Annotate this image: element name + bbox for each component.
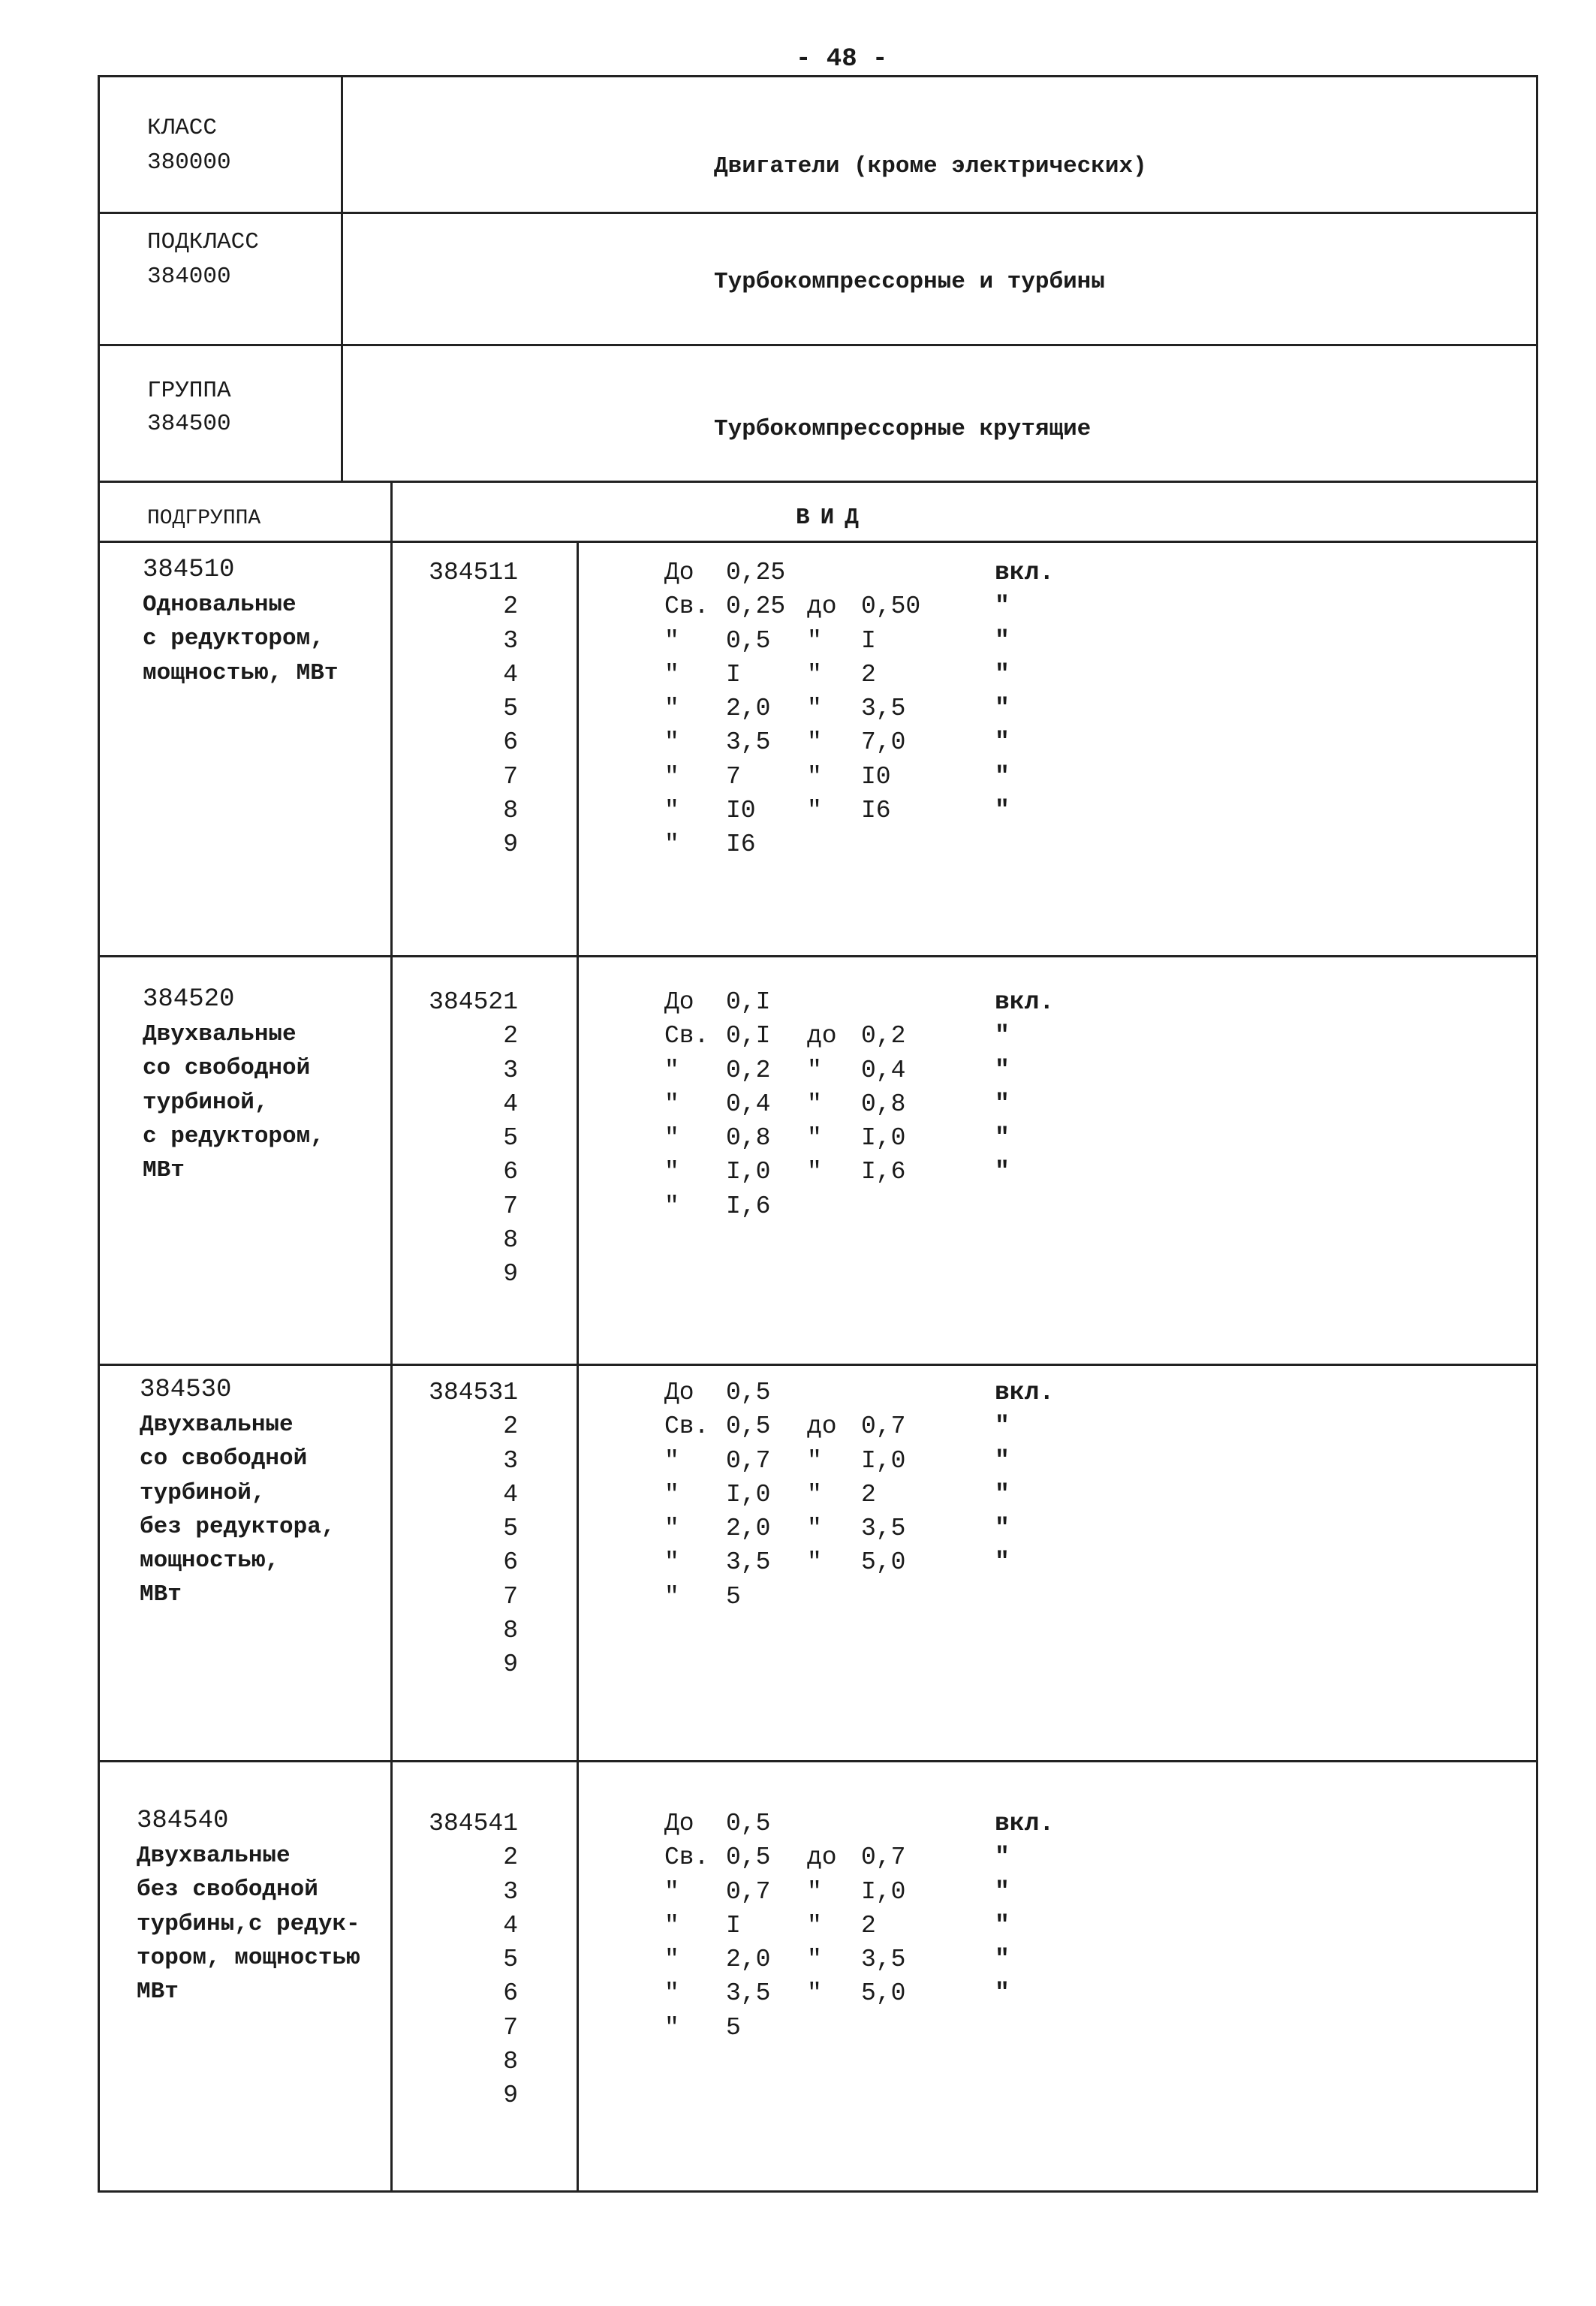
kind-code: 384541 bbox=[429, 1810, 518, 1837]
range-to: 2 bbox=[861, 660, 876, 689]
range-inclusive: " bbox=[995, 1877, 1010, 1906]
kind-code-list bbox=[405, 1376, 518, 1682]
kind-code: 3 bbox=[503, 1056, 518, 1084]
range-to-word: " bbox=[807, 695, 822, 723]
range-prefix: " bbox=[664, 762, 679, 791]
range-prefix: Св. bbox=[664, 1843, 709, 1872]
range-to: 3,5 bbox=[861, 1946, 906, 1974]
range-prefix: Св. bbox=[664, 1412, 709, 1441]
range-inclusive: " bbox=[995, 1548, 1010, 1577]
range-to: 0,50 bbox=[861, 592, 921, 621]
kind-code: 3 bbox=[503, 1877, 518, 1906]
range-inclusive: " bbox=[995, 626, 1010, 655]
table-header-bottom-border bbox=[98, 541, 1538, 543]
podklass-title: Турбокомпрессорные и турбины bbox=[714, 269, 1105, 295]
row-2-bottom-border bbox=[98, 1364, 1538, 1366]
range-to-word: " bbox=[807, 660, 822, 689]
range-to: 0,7 bbox=[861, 1843, 906, 1872]
subgroup-description: Двухвальные без свободной турбины,с редук- тором, мощностью МВт bbox=[137, 1843, 360, 2006]
kind-code-list bbox=[405, 556, 518, 862]
subgroup-description: Одновальные с редуктором, мощностью, МВт bbox=[143, 592, 339, 686]
table-bottom-border bbox=[98, 2190, 1538, 2193]
kind-code: 8 bbox=[503, 1226, 518, 1255]
gruppa-label: ГРУППА bbox=[147, 378, 231, 404]
kind-code: 9 bbox=[503, 2081, 518, 2110]
range-from: 2,0 bbox=[726, 1515, 771, 1543]
range-from: 0,25 bbox=[726, 592, 786, 621]
klass-bottom-border bbox=[98, 212, 1538, 214]
kind-code: 6 bbox=[503, 1548, 518, 1577]
kind-code-list bbox=[405, 985, 518, 1292]
kind-code: 6 bbox=[503, 1158, 518, 1186]
range-to-word: " bbox=[807, 626, 822, 655]
range-prefix: До bbox=[664, 559, 694, 586]
range-from: 0,7 bbox=[726, 1877, 771, 1906]
range-from: I bbox=[726, 660, 741, 689]
range-prefix: " bbox=[664, 660, 679, 689]
range-prefix: " bbox=[664, 626, 679, 655]
range-from: 3,5 bbox=[726, 1979, 771, 2008]
kind-code: 2 bbox=[503, 1412, 518, 1441]
kind-code: 384521 bbox=[429, 988, 518, 1016]
range-to-word: " bbox=[807, 1515, 822, 1543]
range-to: 2 bbox=[861, 1480, 876, 1509]
kind-code: 3 bbox=[503, 1446, 518, 1475]
range-prefix: " bbox=[664, 1056, 679, 1084]
range-prefix: " bbox=[664, 1911, 679, 1940]
range-to: 0,8 bbox=[861, 1090, 906, 1118]
subgroup-description: Двухвальные со свободной турбиной, без редуктора, мощностью, МВт bbox=[140, 1412, 336, 1608]
range-inclusive: вкл. bbox=[995, 559, 1055, 586]
range-to-word: " bbox=[807, 1158, 822, 1186]
range-prefix: До bbox=[664, 988, 694, 1016]
subgroup-column-divider bbox=[390, 481, 393, 2193]
range-to: I bbox=[861, 626, 876, 655]
range-to: I0 bbox=[861, 762, 891, 791]
range-prefix: " bbox=[664, 1582, 679, 1611]
subgroup-column-header: ПОДГРУППА bbox=[147, 507, 261, 530]
range-inclusive: вкл. bbox=[995, 1379, 1055, 1406]
kind-code-list bbox=[405, 1807, 518, 2113]
range-prefix: " bbox=[664, 2013, 679, 2042]
range-to: 7,0 bbox=[861, 728, 906, 757]
kind-code: 6 bbox=[503, 728, 518, 757]
range-to-word: " bbox=[807, 1446, 822, 1475]
range-inclusive: " bbox=[995, 728, 1010, 757]
range-to-word: " bbox=[807, 1877, 822, 1906]
kind-code: 7 bbox=[503, 1192, 518, 1220]
subgroup-code: 384510 bbox=[143, 556, 235, 584]
kind-code: 4 bbox=[503, 660, 518, 689]
kind-code: 9 bbox=[503, 830, 518, 859]
range-to-word: " bbox=[807, 1548, 822, 1577]
row-3-bottom-border bbox=[98, 1760, 1538, 1762]
range-from: I0 bbox=[726, 797, 756, 825]
range-inclusive: " bbox=[995, 797, 1010, 825]
range-from: 5 bbox=[726, 1582, 741, 1611]
range-prefix: Св. bbox=[664, 592, 709, 621]
kind-code: 384531 bbox=[429, 1379, 518, 1406]
range-inclusive: вкл. bbox=[995, 1810, 1055, 1837]
range-inclusive: " bbox=[995, 762, 1010, 791]
range-inclusive: " bbox=[995, 1946, 1010, 1974]
range-from: 0,4 bbox=[726, 1090, 771, 1118]
range-to: 0,7 bbox=[861, 1412, 906, 1441]
range-inclusive: " bbox=[995, 1480, 1010, 1509]
range-from: I,0 bbox=[726, 1480, 771, 1509]
range-to-word: " bbox=[807, 1480, 822, 1509]
range-to: I,6 bbox=[861, 1158, 906, 1186]
kind-code: 7 bbox=[503, 2013, 518, 2042]
range-prefix: " bbox=[664, 1946, 679, 1974]
kind-code: 2 bbox=[503, 1843, 518, 1872]
range-from: 0,2 bbox=[726, 1056, 771, 1084]
range-from: 0,5 bbox=[726, 626, 771, 655]
range-to: 5,0 bbox=[861, 1548, 906, 1577]
kind-code: 2 bbox=[503, 592, 518, 621]
range-to: I,0 bbox=[861, 1877, 906, 1906]
range-to-word: до bbox=[807, 1843, 837, 1872]
range-from: 3,5 bbox=[726, 1548, 771, 1577]
range-inclusive: " bbox=[995, 1158, 1010, 1186]
range-inclusive: " bbox=[995, 1979, 1010, 2008]
range-inclusive: " bbox=[995, 1843, 1010, 1872]
range-to-word: до bbox=[807, 592, 837, 621]
range-to-word: " bbox=[807, 1979, 822, 2008]
range-to-word: до bbox=[807, 1022, 837, 1051]
podklass-label: ПОДКЛАСС bbox=[147, 229, 259, 255]
range-to: I,0 bbox=[861, 1446, 906, 1475]
range-inclusive: " bbox=[995, 660, 1010, 689]
gruppa-bottom-border bbox=[98, 481, 1538, 483]
kind-code: 8 bbox=[503, 1617, 518, 1645]
klass-divider bbox=[341, 75, 343, 481]
kind-code: 5 bbox=[503, 1946, 518, 1974]
kind-code: 384511 bbox=[429, 559, 518, 586]
range-to: 3,5 bbox=[861, 695, 906, 723]
range-prefix: " bbox=[664, 797, 679, 825]
range-from: 2,0 bbox=[726, 1946, 771, 1974]
kind-code: 6 bbox=[503, 1979, 518, 2008]
range-inclusive: " bbox=[995, 695, 1010, 723]
range-prefix: " bbox=[664, 1446, 679, 1475]
podklass-code: 384000 bbox=[147, 264, 231, 290]
range-prefix: До bbox=[664, 1810, 694, 1837]
kind-code: 4 bbox=[503, 1090, 518, 1118]
range-inclusive: " bbox=[995, 1056, 1010, 1084]
range-from: 0,5 bbox=[726, 1412, 771, 1441]
table-left-border bbox=[98, 75, 100, 2193]
kind-code: 5 bbox=[503, 1124, 518, 1153]
range-to-word: " bbox=[807, 1056, 822, 1084]
range-prefix: " bbox=[664, 1515, 679, 1543]
range-from: I6 bbox=[726, 830, 756, 859]
range-from: 0,I bbox=[726, 1022, 771, 1051]
range-prefix: " bbox=[664, 695, 679, 723]
vid-column-header: ВИД bbox=[796, 505, 869, 531]
range-from: I bbox=[726, 1911, 741, 1940]
range-from: 2,0 bbox=[726, 695, 771, 723]
range-to: 3,5 bbox=[861, 1515, 906, 1543]
gruppa-title: Турбокомпрессорные крутящие bbox=[714, 416, 1092, 442]
kind-code: 7 bbox=[503, 1582, 518, 1611]
range-to: I,0 bbox=[861, 1124, 906, 1153]
kind-code: 8 bbox=[503, 2048, 518, 2076]
kind-code: 9 bbox=[503, 1260, 518, 1289]
range-from: 7 bbox=[726, 762, 741, 791]
range-inclusive: " bbox=[995, 1515, 1010, 1543]
range-to-word: " bbox=[807, 762, 822, 791]
range-from: 0,8 bbox=[726, 1124, 771, 1153]
range-from: 0,7 bbox=[726, 1446, 771, 1475]
range-to: 0,4 bbox=[861, 1056, 906, 1084]
range-to-word: " bbox=[807, 1911, 822, 1940]
range-from: 0,5 bbox=[726, 1843, 771, 1872]
range-to: 0,2 bbox=[861, 1022, 906, 1051]
range-prefix: " bbox=[664, 830, 679, 859]
range-from: I,6 bbox=[726, 1192, 771, 1220]
range-prefix: " bbox=[664, 1877, 679, 1906]
range-to: I6 bbox=[861, 797, 891, 825]
subgroup-code: 384530 bbox=[140, 1376, 232, 1404]
range-prefix: " bbox=[664, 1090, 679, 1118]
subgroup-code: 384540 bbox=[137, 1807, 229, 1835]
range-from: I,0 bbox=[726, 1158, 771, 1186]
subgroup-description: Двухвальные со свободной турбиной, с редуктором, МВт bbox=[143, 1021, 324, 1184]
range-inclusive: " bbox=[995, 1446, 1010, 1475]
row-1-bottom-border bbox=[98, 955, 1538, 957]
range-inclusive: " bbox=[995, 1090, 1010, 1118]
range-prefix: " bbox=[664, 1480, 679, 1509]
kind-code: 5 bbox=[503, 695, 518, 723]
range-prefix: Св. bbox=[664, 1022, 709, 1051]
klass-code: 380000 bbox=[147, 149, 231, 176]
code-column-divider bbox=[577, 541, 579, 2193]
range-to-word: " bbox=[807, 797, 822, 825]
range-prefix: " bbox=[664, 1192, 679, 1220]
range-to: 2 bbox=[861, 1911, 876, 1940]
range-to-word: " bbox=[807, 728, 822, 757]
kind-code: 2 bbox=[503, 1022, 518, 1051]
range-prefix: " bbox=[664, 1158, 679, 1186]
page-number: - 48 - bbox=[796, 45, 888, 74]
range-inclusive: " bbox=[995, 1022, 1010, 1051]
subgroup-code: 384520 bbox=[143, 985, 235, 1014]
podklass-bottom-border bbox=[98, 344, 1538, 346]
gruppa-code: 384500 bbox=[147, 411, 231, 437]
range-prefix: " bbox=[664, 728, 679, 757]
kind-code: 7 bbox=[503, 762, 518, 791]
klass-label: КЛАСС bbox=[147, 115, 218, 141]
range-from: 3,5 bbox=[726, 728, 771, 757]
range-prefix: До bbox=[664, 1379, 694, 1406]
range-inclusive: " bbox=[995, 592, 1010, 621]
range-to-word: " bbox=[807, 1124, 822, 1153]
range-inclusive: " bbox=[995, 1911, 1010, 1940]
range-inclusive: вкл. bbox=[995, 988, 1055, 1016]
range-from: 0,5 bbox=[726, 1379, 771, 1406]
kind-code: 4 bbox=[503, 1480, 518, 1509]
range-from: 0,5 bbox=[726, 1810, 771, 1837]
range-to-word: до bbox=[807, 1412, 837, 1441]
range-inclusive: " bbox=[995, 1412, 1010, 1441]
kind-code: 3 bbox=[503, 626, 518, 655]
range-to-word: " bbox=[807, 1090, 822, 1118]
kind-code: 4 bbox=[503, 1911, 518, 1940]
range-to-word: " bbox=[807, 1946, 822, 1974]
range-to: 5,0 bbox=[861, 1979, 906, 2008]
kind-code: 5 bbox=[503, 1515, 518, 1543]
klass-title: Двигатели (кроме электрических) bbox=[714, 153, 1147, 179]
range-from: 0,I bbox=[726, 988, 771, 1016]
range-prefix: " bbox=[664, 1548, 679, 1577]
range-prefix: " bbox=[664, 1124, 679, 1153]
table-right-border bbox=[1536, 75, 1538, 2193]
range-from: 5 bbox=[726, 2013, 741, 2042]
kind-code: 9 bbox=[503, 1650, 518, 1679]
range-from: 0,25 bbox=[726, 559, 786, 586]
header-top-border bbox=[98, 75, 1538, 77]
range-prefix: " bbox=[664, 1979, 679, 2008]
range-inclusive: " bbox=[995, 1124, 1010, 1153]
kind-code: 8 bbox=[503, 797, 518, 825]
